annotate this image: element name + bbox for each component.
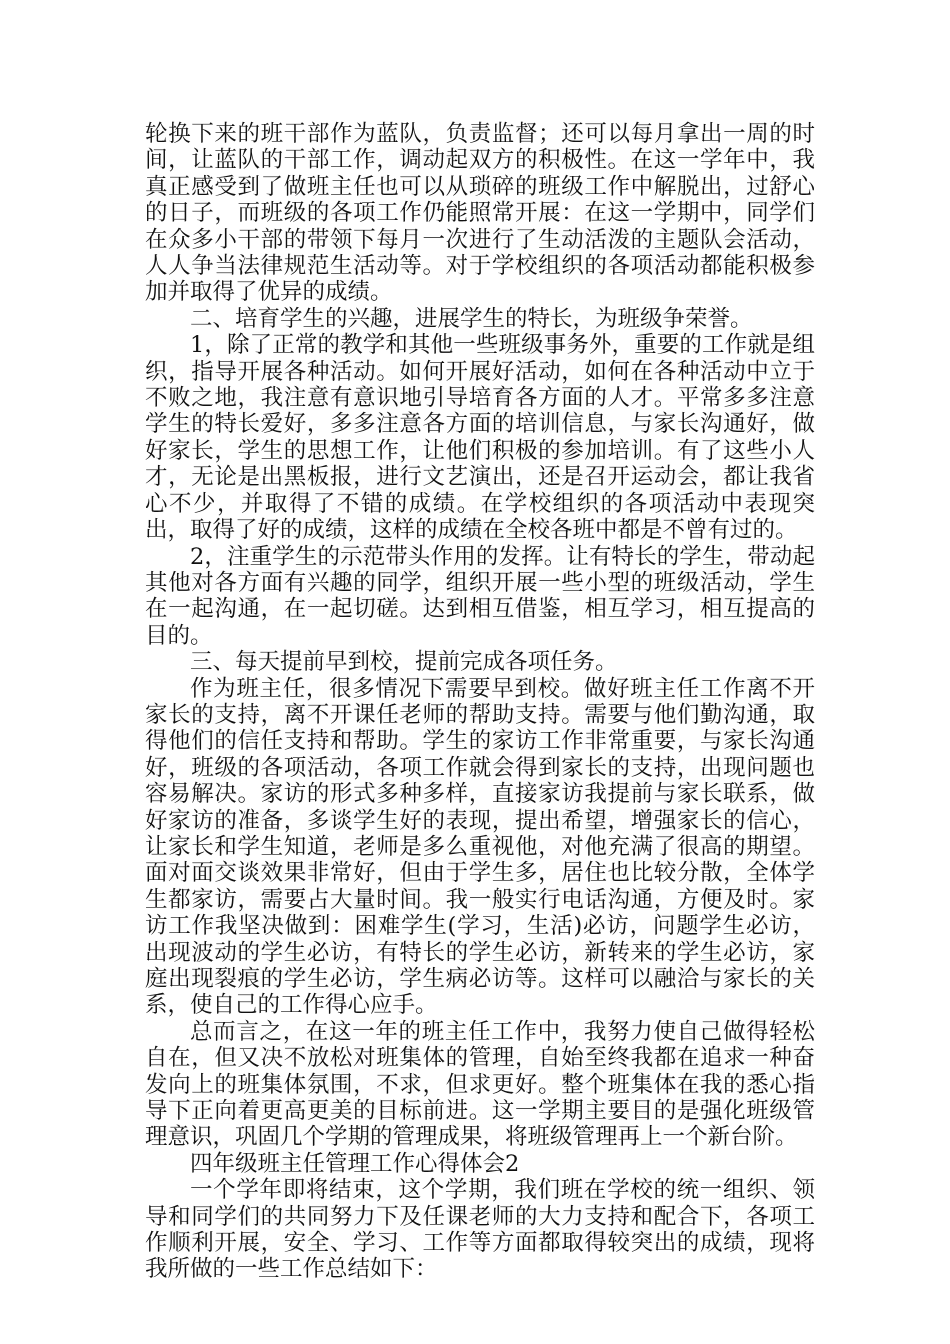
section-heading-interests: 二、培育学生的兴趣，进展学生的特长，为班级争荣誉。 [190, 305, 753, 332]
paragraph-conclusion: 总而言之，在这一年的班主任工作中，我努力使自己做得轻松自在，但又决不放松对班集体的管理，自始至终我都在追求一种奋发向上的班集体氛围，不求，但求更好。整个班集体在我的悉心指导下正向着更高更美的目标前进。这一学期主要目的是强化班级管理意识，巩固几个学期的管理成果，将班级管理再上一个新台阶。 [145, 1018, 815, 1151]
paragraph-organize-activities: 1，除了正常的教学和其他一些班级事务外，重要的工作就是组织，指导开展各种活动。如何开展好活动，如何在各种活动中立于不败之地，我注意有意识地引导培育各方面的人才。平常多多注意学生的特长爱好，多多注意各方面的培训信息，与家长沟通好，做好家长，学生的思想工作，让他们积极的参加培训。有了这些小人才，无论是出黑板报，进行文艺演出，还是召开运动会，都让我省心不少，并取得了不错的成绩。在学校组织的各项活动中表现突出，取得了好的成绩，这样的成绩在全校各班中都是不曾有过的。 [145, 332, 815, 544]
document-subtitle: 四年级班主任管理工作心得体会2 [190, 1150, 520, 1177]
paragraph-role-models: 2，注重学生的示范带头作用的发挥。让有特长的学生，带动起其他对各方面有兴趣的同学，组织开展一些小型的班级活动，学生在一起沟通，在一起切磋。达到相互借鉴，相互学习，相互提高的目的。 [145, 543, 815, 649]
paragraph-class-cadre-rotation: 轮换下来的班干部作为蓝队，负责监督；还可以每月拿出一周的时间，让蓝队的干部工作，调动起双方的积极性。在这一学年中，我真正感受到了做班主任也可以从琐碎的班级工作中解脱出，过舒心的日子，而班级的各项工作仍能照常开展：在这一学期中，同学们在众多小干部的带领下每月一次进行了生动活泼的主题队会活动，人人争当法律规范生活动等。对于学校组织的各项活动都能积极参加并取得了优异的成绩。 [145, 121, 815, 306]
paragraph-home-visits: 作为班主任，很多情况下需要早到校。做好班主任工作离不开家长的支持，离不开课任老师的帮助支持。需要与他们勤沟通，取得他们的信任支持和帮助。学生的家访工作非常重要，与家长沟通好，班级的各项活动，各项工作就会得到家长的支持，出现问题也容易解决。家访的形式多种多样，直接家访我提前与家长联系，做好家访的准备，多谈学生好的表现，提出希望，增强家长的信心，让家长和学生知道，老师是多么重视他，对他充满了很高的期望。面对面交谈效果非常好，但由于学生多，居住也比较分散，全体学生都家访，需要占大量时间。我一般实行电话沟通，方便及时。家访工作我坚决做到：困难学生(学习，生活)必访，问题学生必访，出现波动的学生必访，有特长的学生必访，新转来的学生必访，家庭出现裂痕的学生必访，学生病必访等。这样可以融洽与家长的关系，使自己的工作得心应手。 [145, 675, 815, 1019]
paragraph-intro-2: 一个学年即将结束，这个学期，我们班在学校的统一组织、领导和同学们的共同努力下及任课老师的大力支持和配合下，各项工作顺利开展，安全、学习、工作等方面都取得较突出的成绩，现将我所做的一些工作总结如下： [145, 1177, 815, 1283]
document-body [145, 121, 815, 1283]
section-heading-arrive-early: 三、每天提前早到校，提前完成各项任务。 [190, 649, 618, 676]
